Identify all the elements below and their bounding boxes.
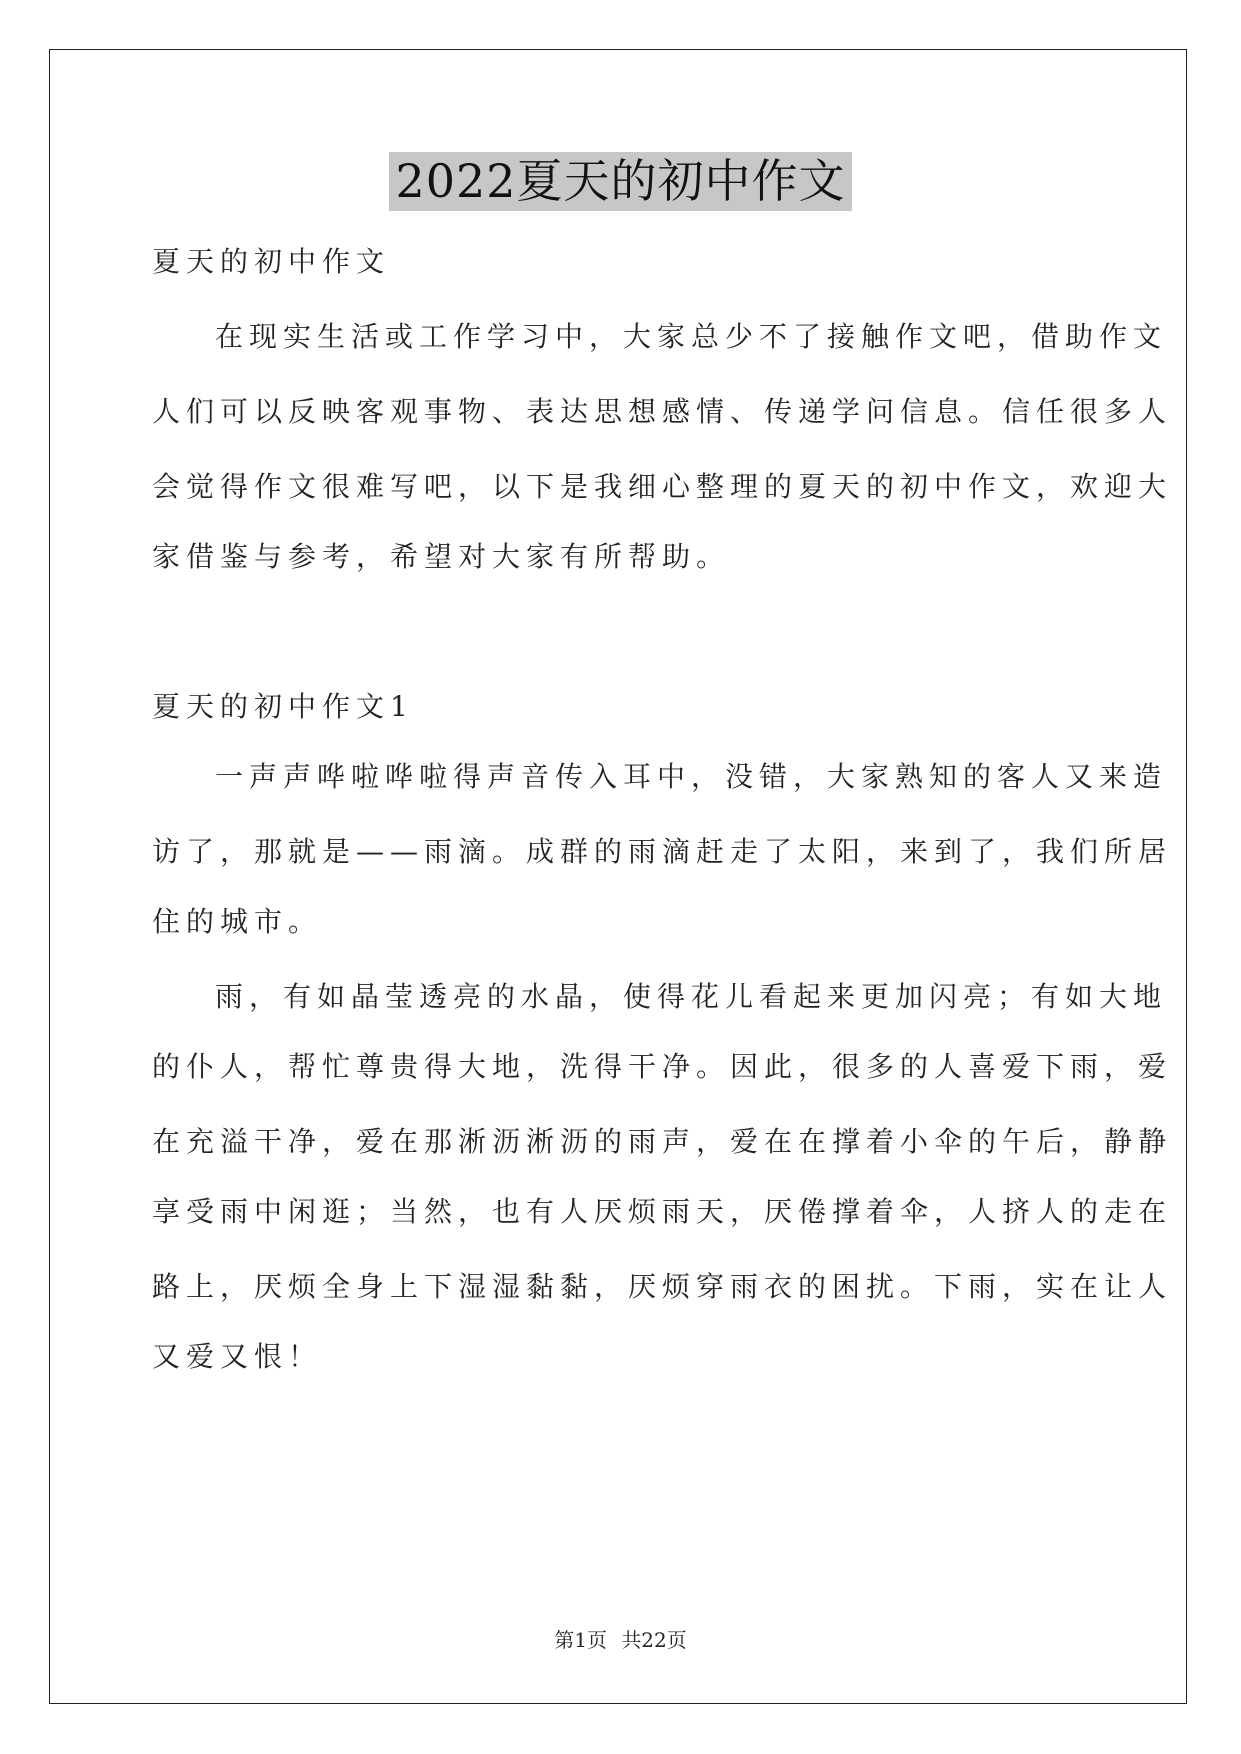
paragraph-line: 路上，厌烦全身上下湿湿黏黏，厌烦穿雨衣的困扰。下雨，实在让人: [152, 1270, 1173, 1303]
total-pages: 共22页: [621, 1628, 687, 1652]
paragraph-line: 的仆人，帮忙尊贵得大地，洗得干净。因此，很多的人喜爱下雨，爱: [152, 1050, 1173, 1083]
paragraph-line: 在充溢干净，爱在那淅沥淅沥的雨声，爱在在撑着小伞的午后，静静: [152, 1125, 1173, 1158]
intro-line: 人们可以反映客观事物、表达思想感情、传递学问信息。信任很多人: [152, 395, 1173, 428]
intro-line: 在现实生活或工作学习中，大家总少不了接触作文吧，借助作文: [215, 320, 1168, 353]
paragraph-line: 又爱又恨！: [152, 1340, 323, 1373]
paragraph-line: 雨，有如晶莹透亮的水晶，使得花儿看起来更加闪亮；有如大地: [215, 980, 1168, 1013]
intro-line: 家借鉴与参考，希望对大家有所帮助。: [152, 540, 731, 573]
intro-line: 会觉得作文很难写吧，以下是我细心整理的夏天的初中作文，欢迎大: [152, 470, 1173, 503]
paragraph-line: 享受雨中闲逛；当然，也有人厌烦雨天，厌倦撑着伞，人挤人的走在: [152, 1195, 1173, 1228]
document-title: 2022夏天的初中作文: [389, 152, 851, 211]
page-footer: [0, 1624, 1241, 1653]
paragraph-line: 访了，那就是——雨滴。成群的雨滴赶走了太阳，来到了，我们所居: [152, 835, 1173, 868]
section-heading: 夏天的初中作文1: [152, 690, 414, 723]
title-container: [0, 152, 1241, 211]
page-number: 第1页: [554, 1628, 607, 1652]
paragraph-line: 住的城市。: [152, 905, 323, 938]
page-border: [49, 49, 1187, 1704]
subtitle: 夏天的初中作文: [152, 245, 391, 278]
paragraph-line: 一声声哗啦哗啦得声音传入耳中，没错，大家熟知的客人又来造: [215, 760, 1168, 793]
